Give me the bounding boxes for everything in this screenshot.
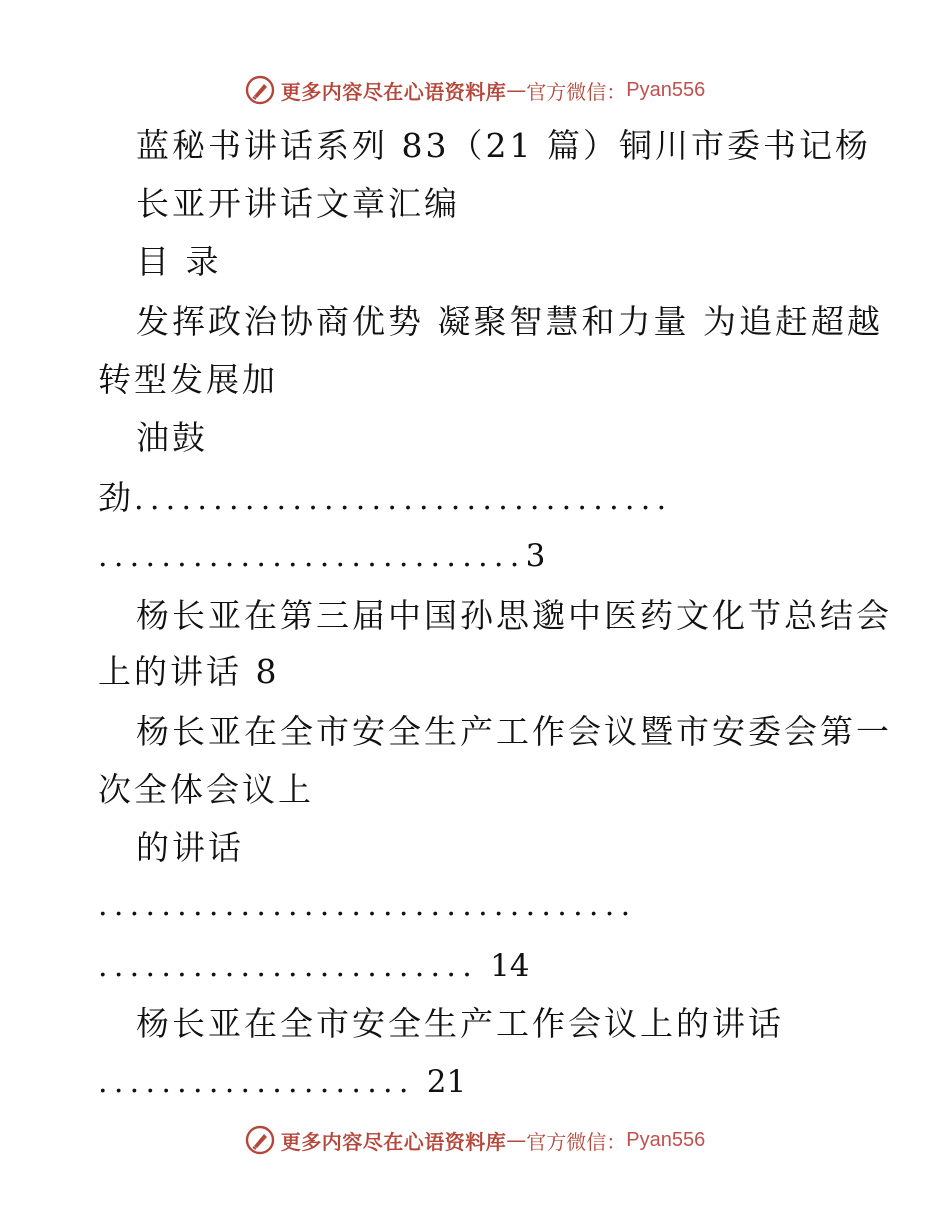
toc-entry-3-leader-row — [98, 946, 530, 987]
watermark-banner-top — [0, 70, 950, 110]
toc-entry-3-leader-dots-2: ........................ — [98, 949, 479, 984]
pen-nib-logo-icon — [245, 75, 275, 105]
watermark-text: 更多内容尽在心语资料库 — [280, 79, 507, 104]
toc-entry-3-line-2: 次全体会议上 — [98, 770, 314, 809]
toc-entry-3-leader-dots: .................................. — [98, 888, 637, 923]
toc-entry-1-leader-row — [98, 536, 545, 577]
watermark-wechat-id: Pyan556 — [626, 78, 706, 101]
document-title-line-2: 长亚开讲话文章汇编 — [136, 184, 460, 223]
toc-entry-4-line-1: 杨长亚在全市安全生产工作会议上的讲话 — [136, 1004, 784, 1043]
toc-entry-4-leader-dots: .................... — [98, 1065, 415, 1100]
watermark-wechat-label: 官方微信： — [526, 79, 627, 104]
toc-entry-3-line-1: 杨长亚在全市安全生产工作会议暨市安委会第一 — [136, 712, 892, 751]
watermark-dash: — — [506, 1128, 527, 1152]
watermark-wechat-id: Pyan556 — [626, 1128, 706, 1151]
pen-nib-logo-icon — [245, 1125, 275, 1155]
toc-entry-1-line-1: 发挥政治协商优势 凝聚智慧和力量 为追赶超越 — [136, 302, 883, 341]
toc-entry-1-leader-dots-2: ........................... — [98, 539, 526, 574]
watermark-banner-bottom — [0, 1120, 950, 1160]
toc-entry-3-line-3: 的讲话 — [136, 828, 244, 867]
document-title-line-1: 蓝秘书讲话系列 83（21 篇）铜川市委书记杨 — [136, 126, 871, 165]
toc-heading: 目 录 — [136, 242, 222, 281]
toc-entry-2-line-1: 杨长亚在第三届中国孙思邈中医药文化节总结会 — [136, 596, 892, 635]
toc-entry-1-leader-dots: .................................. — [134, 482, 673, 517]
toc-entry-1-page-number: 3 — [525, 538, 546, 574]
toc-entry-1-line-3: 油鼓 — [136, 418, 208, 457]
toc-entry-4-leader-row — [98, 1062, 466, 1103]
watermark-text: 更多内容尽在心语资料库 — [280, 1129, 507, 1154]
toc-entry-1-line-2: 转型发展加 — [98, 360, 278, 399]
toc-entry-1-line-4 — [98, 478, 672, 520]
toc-entry-4-page-number: 21 — [426, 1064, 467, 1100]
watermark-dash: — — [506, 78, 527, 102]
watermark-wechat-label: 官方微信： — [526, 1129, 627, 1154]
toc-entry-3-page-number: 14 — [490, 948, 530, 984]
toc-entry-1-tail: 劲 — [98, 478, 134, 517]
toc-entry-2-line-2: 上的讲话 8 — [98, 652, 280, 691]
